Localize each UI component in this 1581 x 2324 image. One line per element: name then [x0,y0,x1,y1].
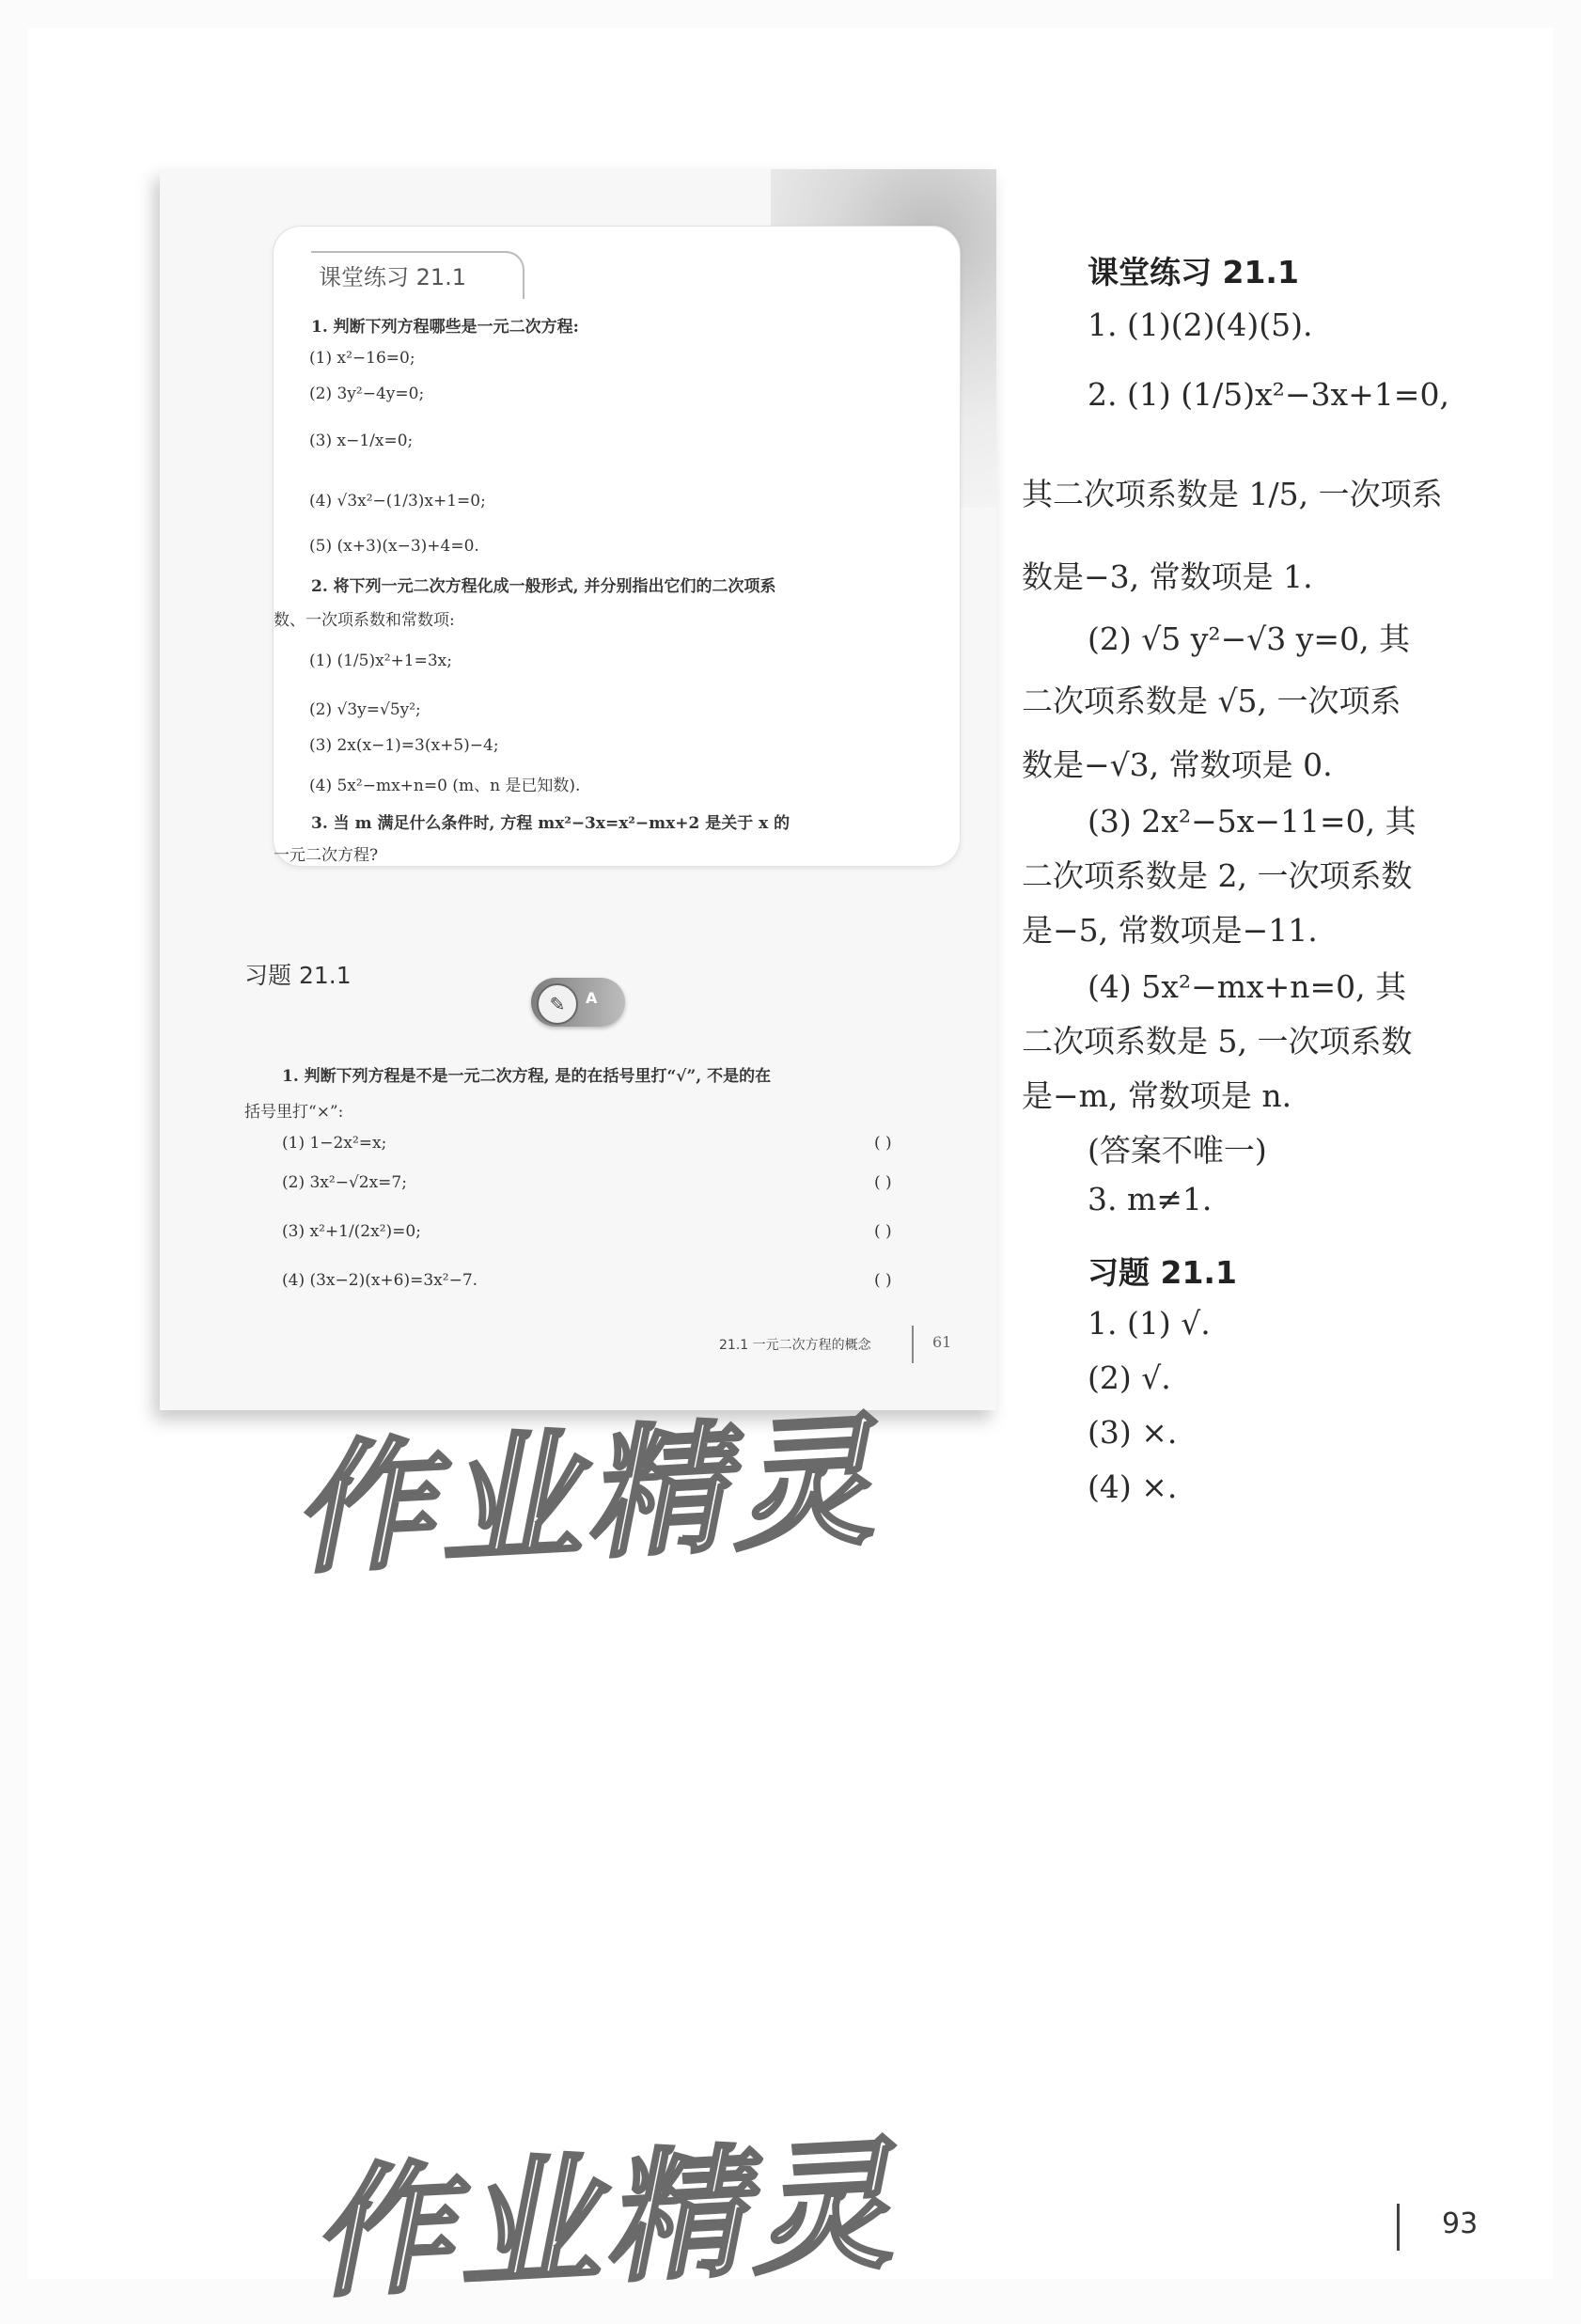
footer-divider [912,1326,914,1363]
homework-line: (2) 3x²−√2x=7; [282,1173,407,1192]
homework-answer: (2) √. [1088,1359,1171,1396]
exercise-line: (1) x²−16=0; [309,349,415,368]
exercise-line: (4) 5x²−mx+n=0 (m、n 是已知数). [309,777,581,795]
exercise-line: (1) (1/5)x²+1=3x; [309,652,452,670]
homework-line: 括号里打“×”: [244,1103,344,1122]
answer-line: 其二次项系数是 1/5, 一次项系 [1022,476,1443,512]
answer-line: 是−5, 常数项是−11. [1022,912,1318,949]
exercise-line: (5) (x+3)(x−3)+4=0. [309,537,479,556]
textbook-page-image [160,169,996,1410]
level-a-badge [531,978,625,1027]
homework-line: 1. 判断下列方程是不是一元二次方程, 是的在括号里打“√”, 不是的在 [282,1067,772,1086]
exercise-box [273,226,961,867]
answers-homework-title: 习题 21.1 [1088,1254,1237,1291]
homework-answer: 1. (1) √. [1088,1305,1211,1342]
badge-letter: A [586,989,598,1007]
exercise-line: 一元二次方程? [274,846,379,865]
page-number-divider [1397,2204,1400,2251]
answer-parentheses: ( ) [874,1173,892,1192]
homework-line: (3) x²+1/(2x²)=0; [282,1222,421,1241]
answer-line: (答案不唯一) [1088,1132,1267,1169]
watermark: 作业精灵 [288,1399,883,1594]
homework-line: (1) 1−2x²=x; [282,1134,387,1153]
answer-parentheses: ( ) [874,1271,892,1290]
answer-line: (2) √5 y²−√3 y=0, 其 [1088,620,1411,657]
exercise-line: 3. 当 m 满足什么条件时, 方程 mx²−3x=x²−mx+2 是关于 x 的 [311,814,790,833]
homework-answer: (4) ×. [1088,1468,1178,1505]
exercise-title: 课堂练习 21.1 [311,251,524,299]
exercise-line: 2. 将下列一元二次方程化成一般形式, 并分别指出它们的二次项系 [311,577,776,596]
pencil-icon: ✎ [537,983,578,1025]
watermark: 作业精灵 [306,2123,901,2318]
homework-line: (4) (3x−2)(x+6)=3x²−7. [282,1271,478,1290]
answer-line: 二次项系数是 2, 一次项系数 [1022,857,1413,894]
answer-line: 数是−√3, 常数项是 0. [1022,746,1333,783]
answer-line: (3) 2x²−5x−11=0, 其 [1088,803,1417,840]
section-footer: 21.1 一元二次方程的概念 [719,1338,871,1353]
exercise-line: (3) 2x(x−1)=3(x+5)−4; [309,736,499,755]
answer-line: (4) 5x²−mx+n=0, 其 [1088,968,1407,1005]
answers-exercise-title: 课堂练习 21.1 [1088,254,1299,290]
answer-line: 2. (1) (1/5)x²−3x+1=0, [1088,376,1449,413]
homework-title: 习题 21.1 [244,962,352,989]
answer-line: 3. m≠1. [1088,1181,1213,1217]
exercise-line: 1. 判断下列方程哪些是一元二次方程: [311,318,579,337]
answer-parentheses: ( ) [874,1222,892,1241]
answer-line: 二次项系数是 √5, 一次项系 [1022,683,1401,719]
homework-answer: (3) ×. [1088,1414,1178,1451]
answer-line: 数是−3, 常数项是 1. [1022,558,1313,595]
exercise-line: (2) 3y²−4y=0; [309,385,425,403]
exercise-line: (4) √3x²−(1/3)x+1=0; [309,492,486,510]
page-number: 93 [1442,2207,1479,2240]
answer-line: 1. (1)(2)(4)(5). [1088,306,1313,343]
answer-line: 二次项系数是 5, 一次项系数 [1022,1023,1413,1060]
page [28,28,1553,2318]
exercise-line: 数、一次项系数和常数项: [274,611,455,630]
answer-line: 是−m, 常数项是 n. [1022,1077,1292,1114]
exercise-line: (2) √3y=√5y²; [309,700,421,719]
answer-parentheses: ( ) [874,1134,892,1153]
exercise-line: (3) x−1/x=0; [309,432,414,450]
inset-page-number: 61 [932,1333,952,1351]
